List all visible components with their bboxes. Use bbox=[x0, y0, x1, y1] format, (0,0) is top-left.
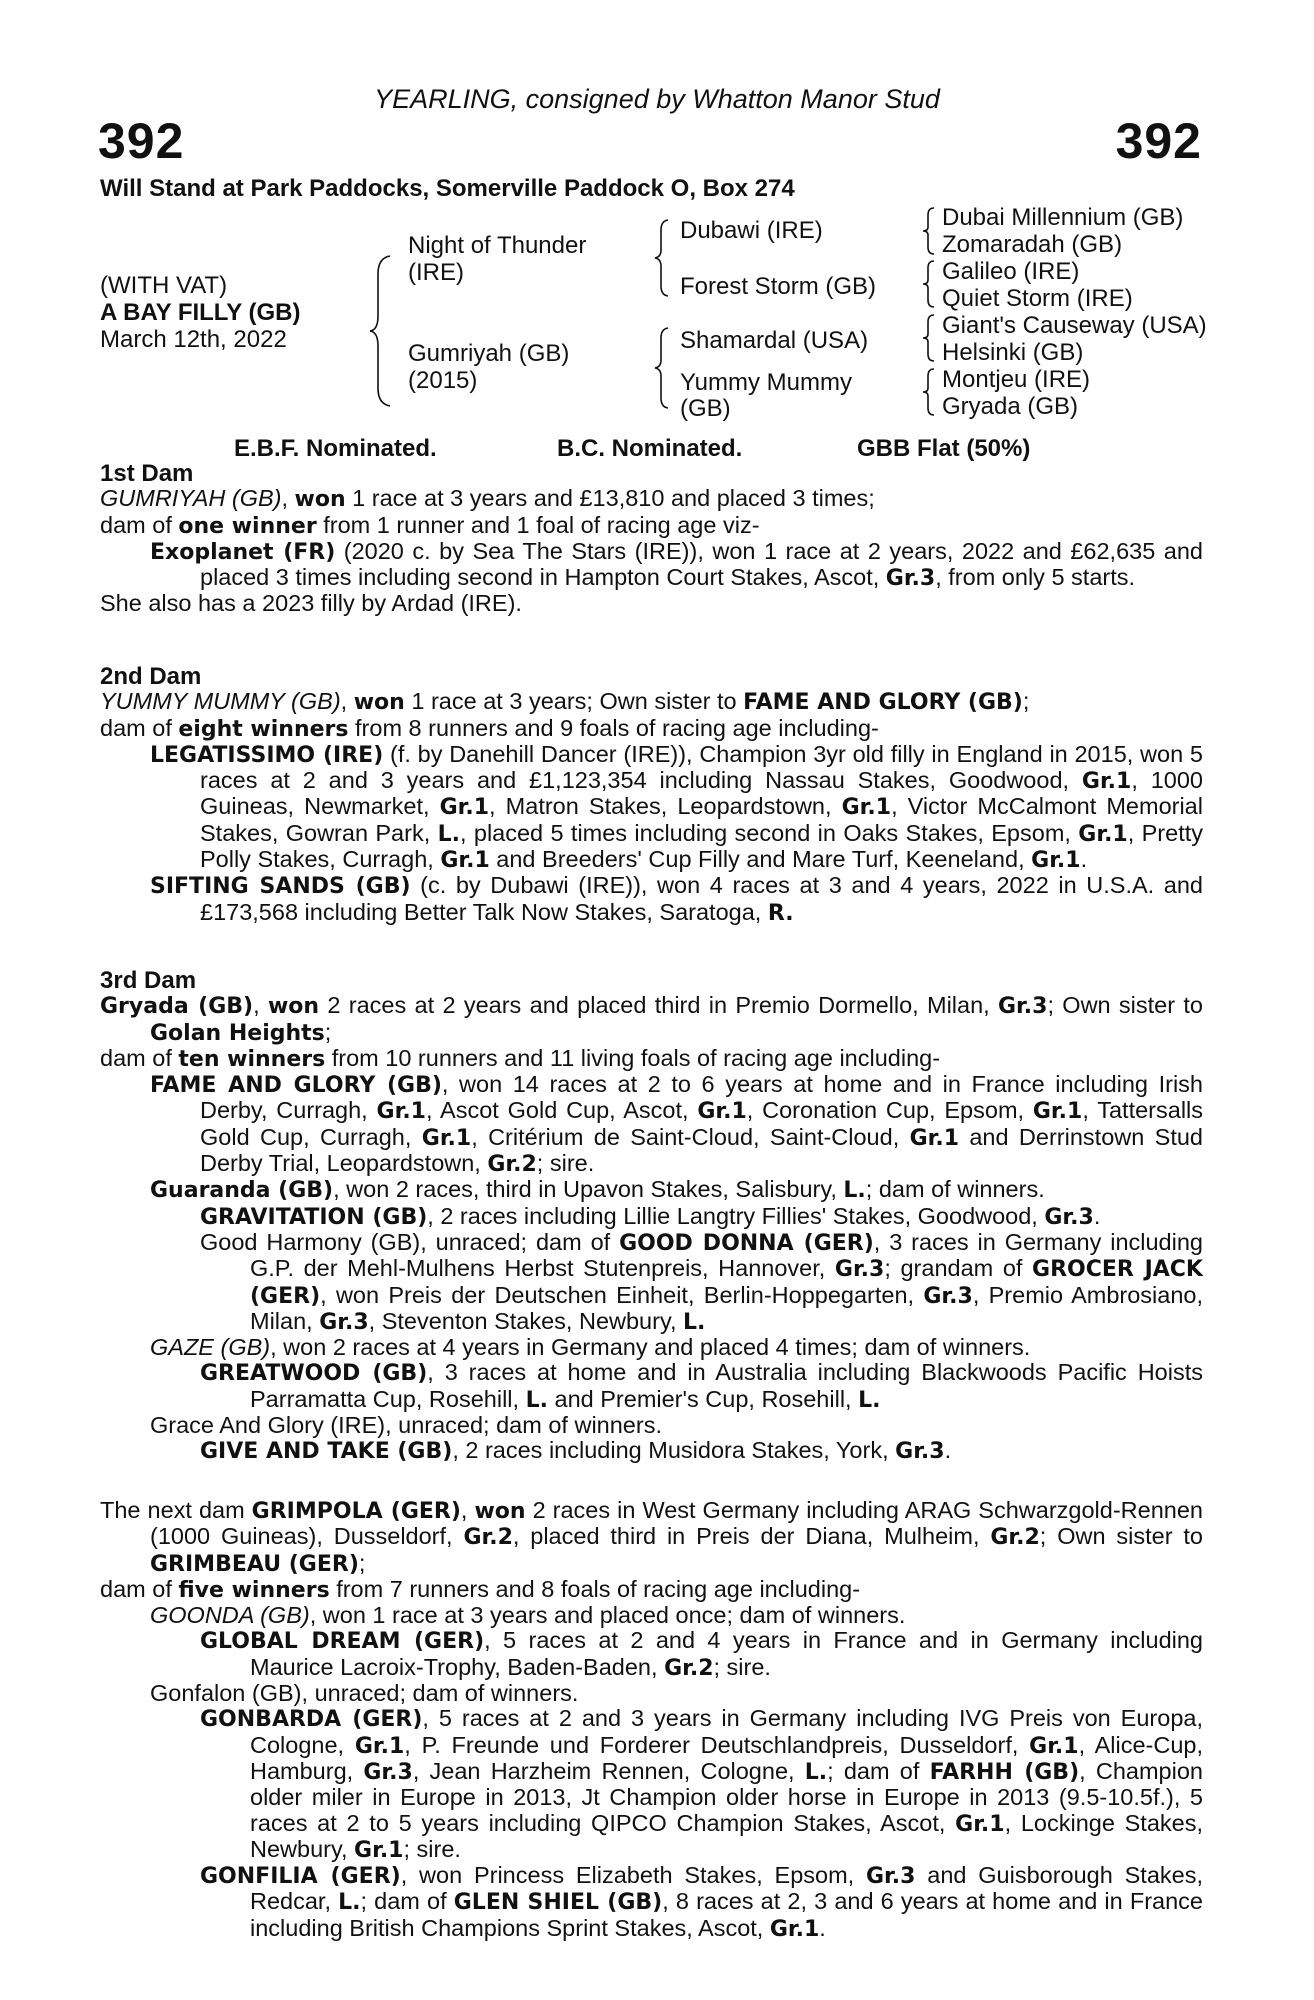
produce-entry: GREATWOOD (GB), 3 races at home and in Australia including Blackwoods Pacific Hoists Parramatta Cup, Rosehill, L. and Premier's Cup, Rosehill, L. bbox=[200, 1359, 1203, 1413]
gen3-ancestor-3: Galileo (IRE) bbox=[942, 258, 1080, 285]
second-dam-heading: 2nd Dam bbox=[100, 663, 202, 690]
gen3-ancestor-8: Gryada (GB) bbox=[942, 393, 1079, 420]
produce-entry: Good Harmony (GB), unraced; dam of GOOD DONNA (GER), 3 races in Germany including G.P. der Mehl-Mulhens Herbst Stutenpreis, Hannover, Gr.3; grandam of GROCER JACK (GER), won Preis der Deutschen Einheit, Berlin-Hoppegarten, Gr.3, Premio Ambrosiano, Milan, Gr.3, Steventon Stakes, Newbury, L. bbox=[200, 1228, 1203, 1335]
produce-entry: SIFTING SANDS (GB) (c. by Dubawi (IRE)), won 4 races at 3 and 4 years, 2022 in U.S.A. and £173,568 including Better Talk Now Stakes, Saratoga, R. bbox=[150, 872, 1203, 926]
produce-entry: LEGATISSIMO (IRE) (f. by Danehill Dancer (IRE)), Champion 3yr old filly in England in 2015, won 5 races at 2 and 3 years and £1,123,354 including Nassau Stakes, Goodwood, Gr.1, 1000 Guineas, Newmarket, Gr.1, Matron Stakes, Leopardstown, Gr.1, Victor McCalmont Memorial Stakes, Gowran Park, L., placed 5 times including second in Oaks Stakes, Epsom, Gr.1, Pretty Polly Stakes, Curragh, Gr.1 and Breeders' Cup Filly and Mare Turf, Keeneland, Gr.1. bbox=[150, 740, 1204, 874]
stand-location: Will Stand at Park Paddocks, Somerville Paddock O, Box 274 bbox=[100, 175, 795, 202]
gen3-brace-2 bbox=[920, 259, 940, 309]
sire-dam: Forest Storm (GB) bbox=[680, 273, 877, 300]
produce-entry: GAZE (GB), won 2 races at 4 years in Germany and placed 4 times; dam of winners. bbox=[150, 1334, 1031, 1361]
dam-record: Gryada (GB), won 2 races at 2 years and placed third in Premio Dormello, Milan, Gr.3; Own sister to Golan Heights; bbox=[100, 992, 1203, 1046]
gen3-ancestor-1: Dubai Millennium (GB) bbox=[942, 204, 1184, 231]
gen3-ancestor-6: Helsinki (GB) bbox=[942, 339, 1084, 366]
pedigree-brace-main bbox=[368, 254, 398, 408]
dam-record: GUMRIYAH (GB), won 1 race at 3 years and £13,810 and placed 3 times; bbox=[100, 485, 875, 513]
lot-name: A BAY FILLY (GB) bbox=[100, 299, 301, 326]
gen3-ancestor-2: Zomaradah (GB) bbox=[942, 231, 1123, 258]
dam-line-brace bbox=[652, 326, 674, 410]
produce-entry: FAME AND GLORY (GB), won 14 races at 2 to 6 years at home and in France including Irish Derby, Curragh, Gr.1, Ascot Gold Cup, Ascot, Gr.1, Coronation Cup, Epsom, Gr.1, Tattersalls Gold Cup, Curragh, Gr.1, Critérium de Saint-Cloud, Saint-Cloud, Gr.1 and Derrinstown Stud Derby Trial, Leopardstown, Gr.2; sire. bbox=[150, 1071, 1204, 1178]
first-dam-section bbox=[100, 461, 1203, 617]
gen3-ancestor-4: Quiet Storm (IRE) bbox=[942, 285, 1133, 312]
dam-record: YUMMY MUMMY (GB), won 1 race at 3 years; Own sister to FAME AND GLORY (GB); bbox=[100, 688, 1030, 716]
produce-entry: GLOBAL DREAM (GER), 5 races at 2 and 4 years in France and in Germany including Maurice Lacroix-Trophy, Baden-Baden, Gr.2; sire. bbox=[200, 1627, 1203, 1681]
first-dam-heading: 1st Dam bbox=[100, 460, 194, 487]
produce-entry: Exoplanet (FR) (2020 c. by Sea The Stars (IRE)), won 1 race at 2 years, 2022 and £62,635 and placed 3 times including second in Hampton Court Stakes, Ascot, Gr.3, from only 5 starts. bbox=[150, 537, 1203, 592]
lot-number-right: 392 bbox=[1115, 113, 1202, 169]
dam-name: Gumriyah (GB) bbox=[408, 340, 570, 367]
lot-number-left: 392 bbox=[98, 113, 185, 169]
sire-name: Night of Thunder bbox=[408, 232, 587, 259]
produce-entry: Gonfalon (GB), unraced; dam of winners. bbox=[150, 1680, 579, 1707]
third-dam-heading: 3rd Dam bbox=[100, 967, 197, 994]
next-dam-section bbox=[100, 1498, 1203, 1942]
produce-summary: dam of one winner from 1 runner and 1 foal of racing age viz- bbox=[100, 511, 760, 539]
dam-dam-suffix: (GB) bbox=[680, 395, 731, 422]
consignor-line: YEARLING, consigned by Whatton Manor Stud bbox=[374, 84, 940, 114]
sire-line-brace bbox=[652, 218, 674, 298]
produce-entry: Guaranda (GB), won 2 races, third in Upavon Stakes, Salisbury, L.; dam of winners. bbox=[150, 1176, 1045, 1204]
produce-entry: GIVE AND TAKE (GB), 2 races including Musidora Stakes, York, Gr.3. bbox=[200, 1437, 952, 1465]
gen3-brace-3 bbox=[920, 313, 940, 363]
third-dam-section bbox=[100, 968, 1203, 1465]
sire-suffix: (IRE) bbox=[408, 259, 464, 286]
produce-entry: GOONDA (GB), won 1 race at 3 years and placed once; dam of winners. bbox=[150, 1602, 906, 1629]
produce-entry: GONBARDA (GER), 5 races at 2 and 3 years in Germany including IVG Preis von Europa, Cologne, Gr.1, P. Freunde und Forderer Deutschlandpreis, Dusseldorf, Gr.1, Alice-Cup, Hamburg, Gr.3, Jean Harzheim Rennen, Cologne, L.; dam of FARHH (GB), Champion older miler in Europe in 2013, Jt Champion older horse in Europe in 2013 (9.5-10.5f.), 5 races at 2 to 5 years including QIPCO Champion Stakes, Ascot, Gr.1, Lockinge Stakes, Newbury, Gr.1; sire. bbox=[200, 1705, 1203, 1863]
gen3-ancestor-7: Montjeu (IRE) bbox=[942, 366, 1091, 393]
produce-entry: Grace And Glory (IRE), unraced; dam of winners. bbox=[150, 1412, 662, 1439]
second-dam-section bbox=[100, 664, 1203, 926]
gen3-brace-4 bbox=[920, 367, 940, 417]
dam-record: The next dam GRIMPOLA (GER), won 2 races in West Germany including ARAG Schwarzgold-Rennen (1000 Guineas), Dusseldorf, Gr.2, placed third in Preis der Diana, Mulheim, Gr.2; Own sister to GRIMBEAU (GER); bbox=[100, 1497, 1203, 1577]
produce-summary: dam of ten winners from 10 runners and 11 living foals of racing age including- bbox=[100, 1044, 941, 1072]
ebf-nomination: E.B.F. Nominated. bbox=[234, 435, 437, 462]
produce-summary: dam of eight winners from 8 runners and 9 foals of racing age including- bbox=[100, 714, 879, 742]
vat-note: (WITH VAT) bbox=[100, 272, 228, 299]
foaling-date: March 12th, 2022 bbox=[100, 326, 287, 353]
dam-sire: Shamardal (USA) bbox=[680, 327, 869, 354]
dam-dam: Yummy Mummy bbox=[680, 369, 853, 396]
produce-entry: GRAVITATION (GB), 2 races including Lillie Langtry Fillies' Stakes, Goodwood, Gr.3. bbox=[200, 1202, 1101, 1230]
dam-foaled: (2015) bbox=[408, 367, 478, 394]
gen3-brace-1 bbox=[920, 206, 940, 256]
gbb-flat-status: GBB Flat (50%) bbox=[857, 435, 1031, 462]
gen3-ancestor-5: Giant's Causeway (USA) bbox=[942, 312, 1207, 339]
produce-entry: GONFILIA (GER), won Princess Elizabeth Stakes, Epsom, Gr.3 and Guisborough Stakes, Redcar, L.; dam of GLEN SHIEL (GB), 8 races at 2, 3 and 6 years at home and in France including British Champions Sprint Stakes, Ascot, Gr.1. bbox=[200, 1862, 1203, 1942]
bc-nomination: B.C. Nominated. bbox=[557, 435, 743, 462]
sire-sire: Dubawi (IRE) bbox=[680, 217, 823, 244]
later-foal-note: She also has a 2023 filly by Ardad (IRE). bbox=[100, 590, 522, 617]
produce-summary: dam of five winners from 7 runners and 8 foals of racing age including- bbox=[100, 1575, 861, 1603]
